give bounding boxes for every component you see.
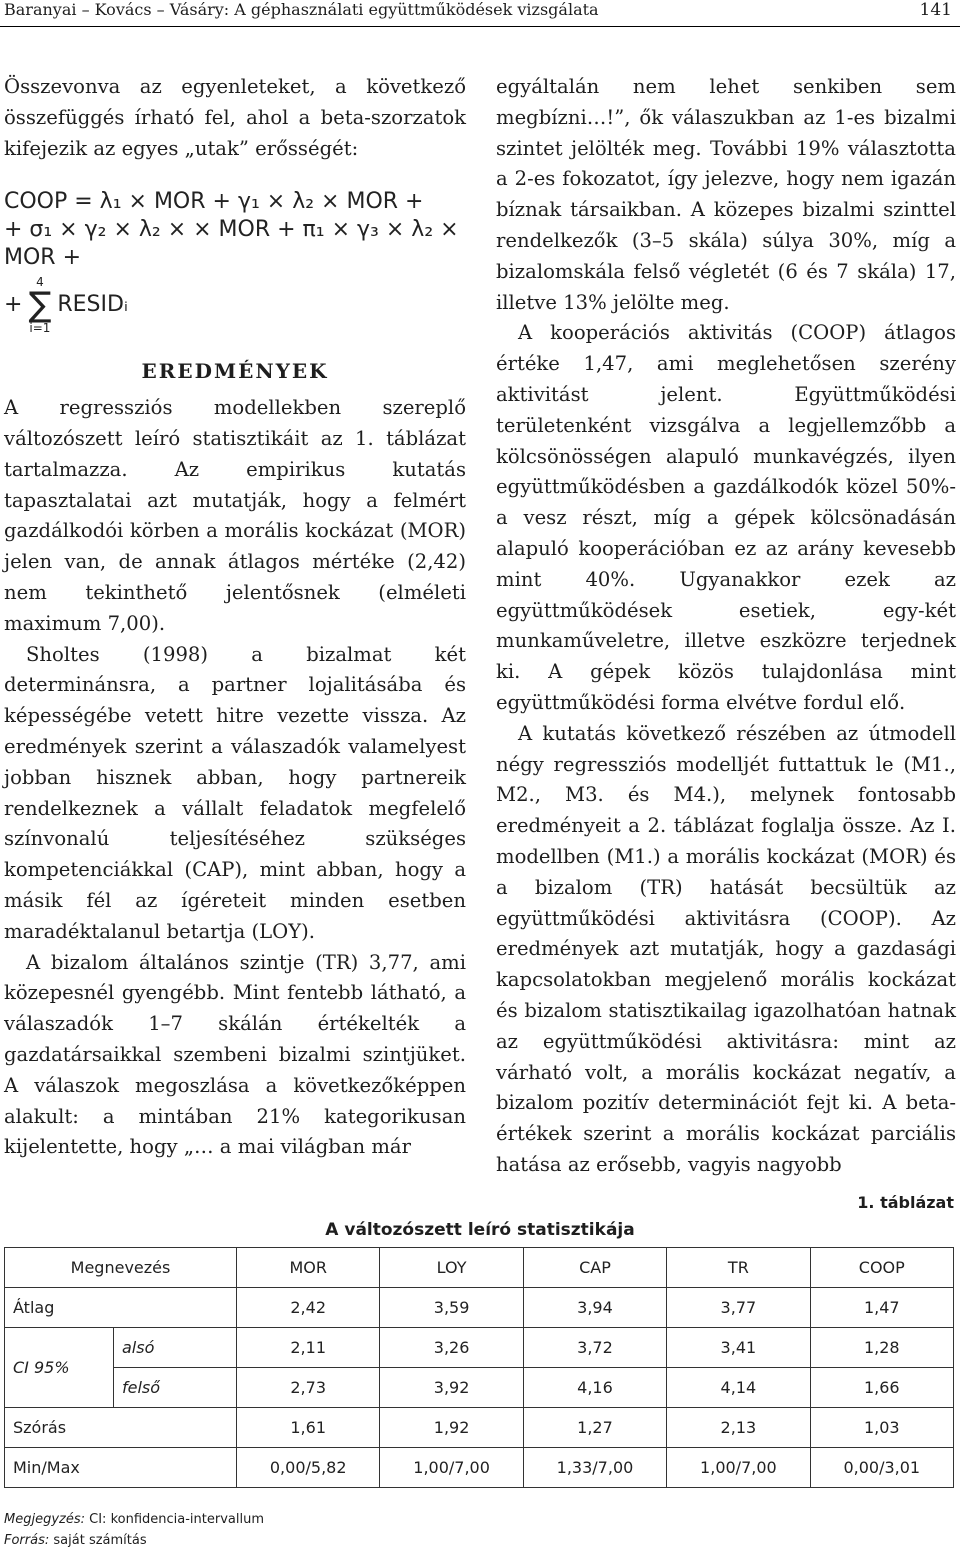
source-line xyxy=(4,1530,264,1551)
table-header-row xyxy=(5,1248,954,1288)
table-cell: 1,66 xyxy=(810,1368,953,1408)
table-row xyxy=(5,1328,954,1368)
table-row xyxy=(5,1368,954,1408)
table-cell: 2,13 xyxy=(667,1408,810,1448)
table-cell: 1,92 xyxy=(380,1408,523,1448)
trust-level-paragraph: A bizalom általános szintje (TR) 3,77, ami közepesnél gyengébb. Mint fentebb látható, a válaszadók 1–7 skálán értékelték a gazdatársaikkal szembeni bizalmi szintjüket. A válaszok megoszlása a következőképpen alakult: a mintában 21% kategorikusan kijelentette, hogy „… a mai világban már xyxy=(4,950,466,1159)
table-cell: 0,00/3,01 xyxy=(810,1448,953,1488)
source-label: Forrás: xyxy=(4,1533,50,1548)
sum-symbol: ∑ xyxy=(28,285,52,326)
results-paragraph: A regressziós modellekben szereplő változószett leíró statisztikáit az 1. táblázat tartalmazza. Az empirikus kutatás tapasztalatai azt mutatják, hogy a felmért gazdálkodói körben a morális kockázat (MOR) jelen van, de annak átlagos mértéke (2,42) nem tekinthető jelentősnek (elméleti maximum 7,00). xyxy=(4,396,466,635)
note-text: CI: konfidencia-intervallum xyxy=(89,1512,264,1527)
table-row xyxy=(5,1408,954,1448)
summation-icon xyxy=(28,276,51,334)
left-column xyxy=(4,72,466,1163)
header-cell: COOP xyxy=(810,1248,953,1288)
running-title: Baranyai – Kovács – Vásáry: A géphasználati együttműködések vizsgálata xyxy=(4,0,599,19)
equation xyxy=(4,188,466,334)
sub-row-label: felső xyxy=(114,1368,237,1408)
table-cell: 1,00/7,00 xyxy=(667,1448,810,1488)
table-cell: 1,00/7,00 xyxy=(380,1448,523,1488)
page-number: 141 xyxy=(919,0,952,20)
table-cell: 1,33/7,00 xyxy=(523,1448,666,1488)
running-header xyxy=(0,0,960,27)
trust-distribution-paragraph: egyáltalán nem lehet senkiben sem megbízni…!”, ők válaszukban az 1-es bizalmi szintet jelölték meg. További 19% választotta a 2-es fokozatot, így jelezve, hogy nem igazán bíznak társaikban. A közepes bizalmi szinttel rendelkezők (3–5 skála) súlya 30%, míg a bizalomskála felső végletét (6 és 7 skála) 17, illetve 13% jelölte meg. xyxy=(496,75,956,314)
header-cell: MOR xyxy=(237,1248,380,1288)
table-cell: 1,03 xyxy=(810,1408,953,1448)
trust-determinants-paragraph: Sholtes (1998) a bizalmat két determinánsra, a partner lojalitásába és képességébe vetett hitre vezette vissza. Az eredmények szerint a válaszadók valamelyest jobban hisznek abban, hogy partnereik rendelkeznek a vállalt feladatok megfelelő színvonalú teljesítéséhez szükséges kompetenciákkal (CAP), mint abban, hogy a másik fél az ígéreteit minden esetben maradéktalanul betartja (LOY). xyxy=(4,642,466,943)
sum-upper-limit: 4 xyxy=(36,275,44,290)
table-label: 1. táblázat xyxy=(857,1193,954,1212)
right-column xyxy=(496,72,956,1181)
plus-sign: + xyxy=(4,292,23,318)
table-row xyxy=(5,1288,954,1328)
row-label: CI 95% xyxy=(5,1328,114,1408)
cooperation-paragraph: A kooperációs aktivitás (COOP) átlagos értéke 1,47, ami meglehetősen szerény aktivitást jelent. Együttműködési területenként vizsgálva a legjellemzőbb a kölcsönösségen alapuló munkavégzés, ilyen együttműködésben a gazdálkodók közel 50%-a vesz részt, míg a gépek kölcsönadásán alapuló kooperációban ez az arány kevesebb mint 40%. Ugyanakkor ezek az együttműködések esetiek, egy-két munkaműveletre, illetve eszközre terjednek ki. A gépek közös tulajdonlása mint együttműködési forma elvétve fordul elő. xyxy=(496,321,956,714)
table-cell: 1,61 xyxy=(237,1408,380,1448)
table-cell: 4,16 xyxy=(523,1368,666,1408)
section-heading: EREDMÉNYEK xyxy=(141,359,329,384)
table-cell: 3,41 xyxy=(667,1328,810,1368)
table-cell: 3,59 xyxy=(380,1288,523,1328)
table-cell: 2,42 xyxy=(237,1288,380,1328)
table-cell: 1,27 xyxy=(523,1408,666,1448)
table-cell: 3,92 xyxy=(380,1368,523,1408)
equation-line-2: + σ₁ × γ₂ × λ₂ × × MOR + π₁ × γ₃ × λ₂ × MOR + xyxy=(4,217,459,271)
table-notes xyxy=(4,1509,264,1551)
header-cell: Megnevezés xyxy=(5,1248,237,1288)
residual-term: RESIDᵢ xyxy=(57,292,128,318)
row-label: Szórás xyxy=(5,1408,237,1448)
header-cell: CAP xyxy=(523,1248,666,1288)
row-label: Min/Max xyxy=(5,1448,237,1488)
note-label: Megjegyzés: xyxy=(4,1512,85,1527)
table-cell: 2,73 xyxy=(237,1368,380,1408)
equation-line-1: COOP = λ₁ × MOR + γ₁ × λ₂ × MOR + xyxy=(4,189,424,215)
table-cell: 0,00/5,82 xyxy=(237,1448,380,1488)
table-cell: 3,26 xyxy=(380,1328,523,1368)
table-cell: 3,94 xyxy=(523,1288,666,1328)
equation-line-3 xyxy=(4,276,466,334)
table-cell: 3,72 xyxy=(523,1328,666,1368)
row-label: Átlag xyxy=(5,1288,237,1328)
table-cell: 1,47 xyxy=(810,1288,953,1328)
table-title: A változószett leíró statisztikája xyxy=(325,1220,635,1240)
table-cell: 4,14 xyxy=(667,1368,810,1408)
header-cell: LOY xyxy=(380,1248,523,1288)
table-cell: 2,11 xyxy=(237,1328,380,1368)
intro-paragraph: Összevonva az egyenleteket, a következő összefüggés írható fel, ahol a beta-szorzatok kifejezik az egyes „utak” erősségét: xyxy=(4,75,466,160)
note-line xyxy=(4,1509,264,1530)
sub-row-label: alsó xyxy=(114,1328,237,1368)
table-row xyxy=(5,1448,954,1488)
table-cell: 3,77 xyxy=(667,1288,810,1328)
model-paragraph: A kutatás következő részében az útmodell négy regressziós modelljét futtattuk le (M1., M2., M3. és M4.), melynek fontosabb eredményeit a 2. táblázat foglalja össze. Az I. modellben (M1.) a morális kockázat (MOR) és a bizalom (TR) hatását becsültük az együttműködési aktivitásra (COOP). Az eredmények azt mutatják, hogy a gazdasági kapcsolatokban megjelenő morális kockázat és bizalom statisztikailag igazolhatóan hatnak az együttműködési aktivitásra: mint az várható volt, a morális kockázat negatív, a bizalom pozitív determinációt fejt ki. A beta-értékek szerint a morális kockázat parciális hatása az erősebb, vagyis nagyobb xyxy=(496,721,956,1176)
statistics-table xyxy=(4,1247,954,1488)
source-text: saját számítás xyxy=(53,1533,147,1548)
sum-lower-limit: i=1 xyxy=(29,321,51,336)
header-cell: TR xyxy=(667,1248,810,1288)
table-cell: 1,28 xyxy=(810,1328,953,1368)
